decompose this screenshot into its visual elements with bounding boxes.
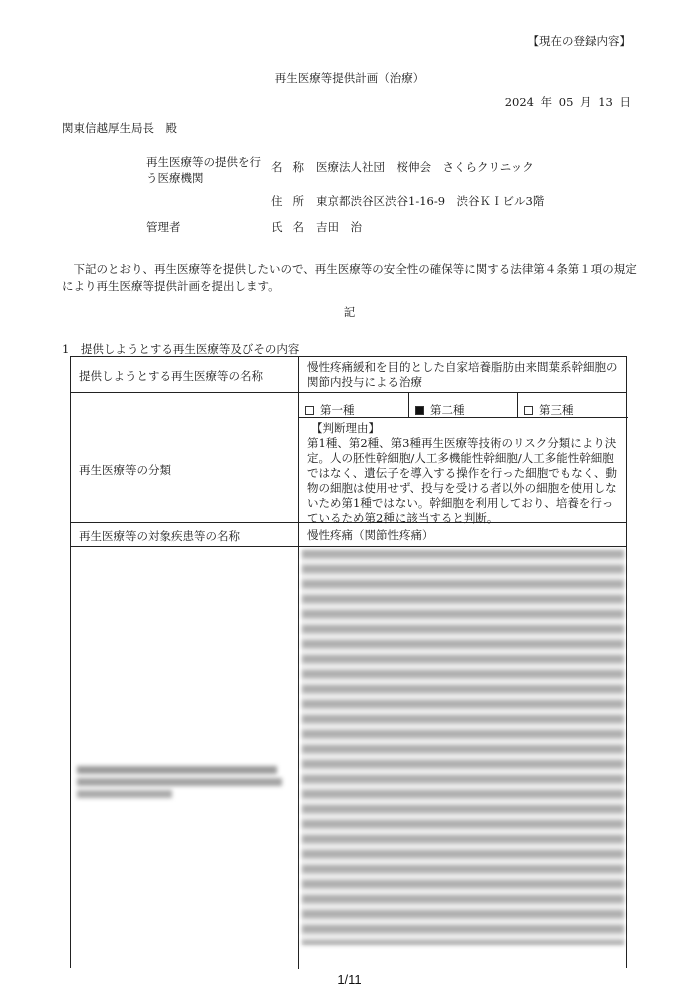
option-label: 第三種 [539, 403, 574, 417]
classification-reason [307, 421, 623, 526]
ki-marker: 記 [343, 305, 356, 319]
column-divider [298, 357, 299, 969]
option-label: 第一種 [320, 403, 355, 417]
provider-label: 再生医療等の提供を行う医療機関 [146, 155, 261, 185]
treatment-name-label: 提供しようとする再生医療等の名称 [79, 369, 263, 383]
disease-label: 再生医療等の対象疾患等の名称 [79, 529, 240, 543]
reason-heading: 【判断理由】 [311, 421, 380, 435]
treatment-name-value: 慢性疼痛緩和を目的とした自家培養脂肪由来間葉系幹細胞の関節内投与による治療 [307, 360, 618, 389]
manager-key: 氏名 [271, 220, 314, 234]
addressee: 関東信越厚生局長 殿 [62, 121, 177, 135]
name-key: 名称 [271, 160, 314, 174]
column-divider [517, 392, 518, 417]
intro-paragraph: 下記のとおり、再生医療等を提供したいので、再生医療等の安全性の確保等に関する法律第４条第１項の規定により再生医療等提供計画を提出します。 [62, 262, 637, 293]
institution-name: 医療法人社団 桜伸会 さくらクリニック [316, 160, 534, 174]
row-divider [71, 392, 626, 393]
redacted-content [302, 550, 624, 945]
row-divider [71, 546, 626, 547]
page-number: 1/11 [337, 972, 362, 987]
reason-text: 第1種、第2種、第3種再生医療等技術のリスク分類により決定。人の胚性幹細胞/人工多機能性幹細胞/人工多能性幹細胞ではなく、遺伝子を導入する操作を行った細胞でもなく、動物の細胞は使用せず、投与を受ける者以外の細胞を使用しないため第1種ではない。幹細胞を利用しており、培養を行っているため第2種に該当すると判断。 [307, 436, 618, 525]
plan-table [70, 356, 627, 968]
institution-address: 東京都渋谷区渋谷1-16-9 渋谷ＫＩビル3階 [316, 194, 545, 208]
registration-status-tag: 【現在の登録内容】 [527, 34, 631, 48]
manager-name: 吉田 治 [316, 220, 362, 234]
redacted-label [77, 762, 289, 802]
checkbox-icon [305, 406, 314, 415]
document-title: 再生医療等提供計画（治療） [274, 71, 425, 85]
section-heading: 1 提供しようとする再生医療等及びその内容 [62, 342, 300, 356]
checkbox-icon [524, 406, 533, 415]
column-divider [408, 392, 409, 417]
address-key: 住所 [271, 194, 314, 208]
document-date: 2024 年 05 月 13 日 [504, 95, 631, 109]
classification-option-3[interactable] [524, 402, 574, 418]
option-label: 第二種 [430, 403, 465, 417]
checkbox-checked-icon [415, 406, 424, 415]
disease-value: 慢性疼痛（関節性疼痛） [307, 528, 434, 542]
manager-label: 管理者 [146, 220, 181, 234]
classification-option-2[interactable] [415, 402, 465, 418]
classification-option-1[interactable] [305, 402, 355, 418]
classification-label: 再生医療等の分類 [79, 463, 171, 477]
